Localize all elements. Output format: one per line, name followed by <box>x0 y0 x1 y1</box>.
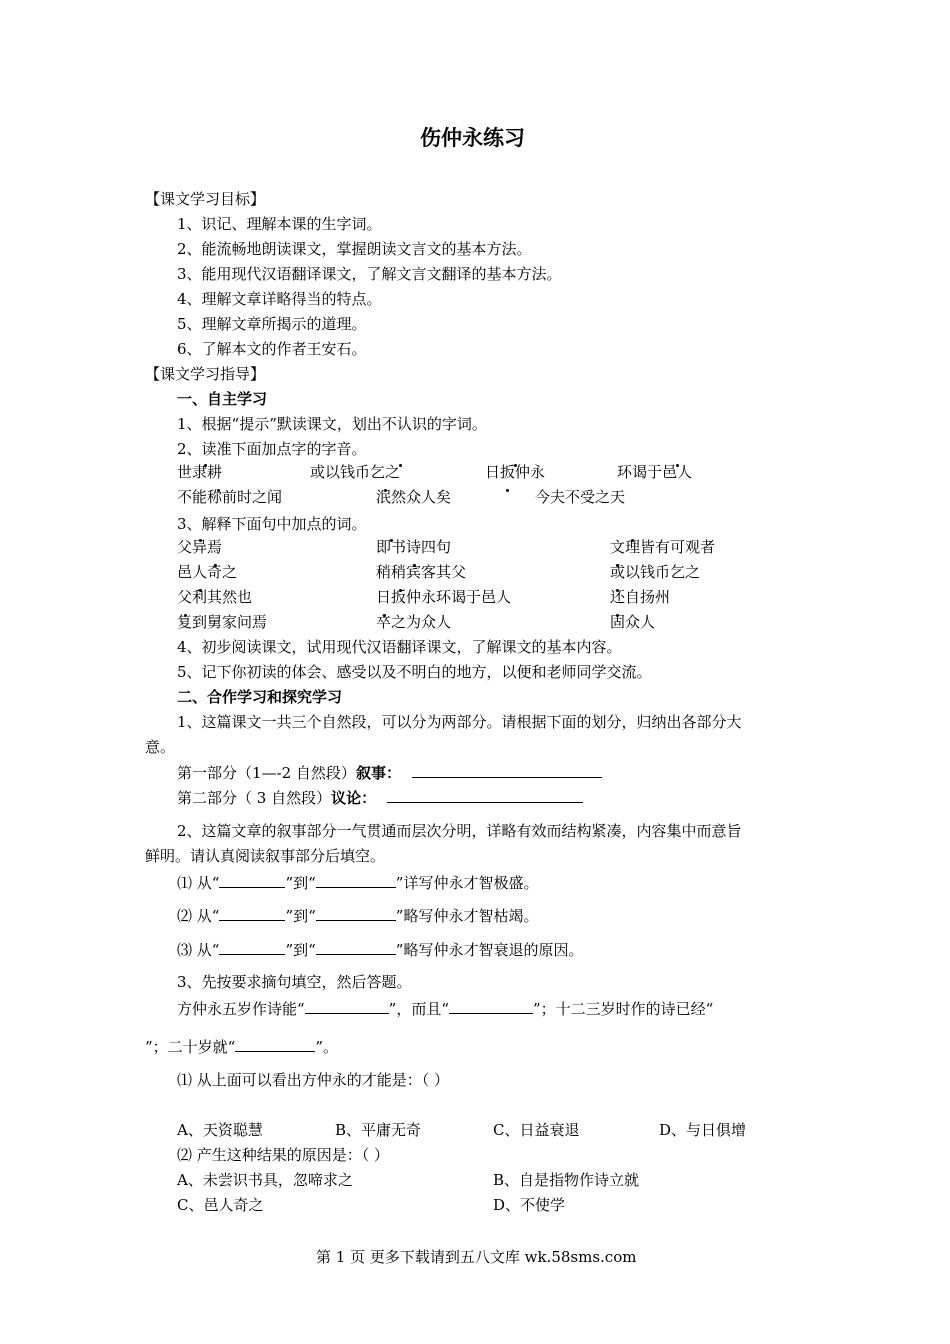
fill-text: 方仲永五岁作诗能“ <box>177 1000 305 1018</box>
word-item: 卒之为众人 <box>376 613 452 631</box>
word-item: 即书诗四句 <box>376 538 452 556</box>
part-two-label: 议论： <box>331 789 377 807</box>
fill-blank[interactable] <box>305 998 389 1014</box>
option-b[interactable]: B、平庸无奇 <box>335 1121 422 1139</box>
fill-blank[interactable] <box>235 1036 315 1052</box>
section-title-self-study: 一、自主学习 <box>177 390 268 408</box>
fill-text: ”略写仲永才智衰退的原因。 <box>395 941 584 959</box>
fill-blank[interactable] <box>316 939 396 955</box>
question-text: 鲜明。请认真阅读叙事部分后填空。 <box>145 847 386 865</box>
fill-text: ”详写仲永才智极盛。 <box>395 874 539 892</box>
fill-text: ”到“ <box>285 874 316 892</box>
fill-blank[interactable] <box>316 872 396 888</box>
part-one-line <box>177 762 602 783</box>
part-one-answer-blank[interactable] <box>412 762 602 778</box>
word-item: 父利其然也 <box>177 588 253 606</box>
option-c[interactable]: C、日益衰退 <box>493 1121 580 1139</box>
question-text: 4、初步阅读课文，试用现代汉语翻译课文，了解课文的基本内容。 <box>177 638 622 656</box>
word-item: 还自扬州 <box>610 588 671 606</box>
fill-text: ”略写仲永才智枯竭。 <box>395 907 539 925</box>
option-b[interactable]: B、自是指物作诗立就 <box>493 1171 640 1189</box>
fill-line-3 <box>177 939 583 960</box>
option-a[interactable]: A、未尝识书具，忽啼求之 <box>177 1171 353 1189</box>
part-two-answer-blank[interactable] <box>387 787 583 803</box>
question-text: 3、先按要求摘句填空，然后答题。 <box>177 973 412 991</box>
goal-item: 4、理解文章详略得当的特点。 <box>177 290 382 308</box>
question-text: 意。 <box>145 738 176 756</box>
fill-line-2 <box>177 905 538 926</box>
pronunciation-item: 泯然众人矣 <box>376 488 452 506</box>
goal-item: 3、能用现代汉语翻译课文，了解文言文翻译的基本方法。 <box>177 265 562 283</box>
section-title-cooperative: 二、合作学习和探究学习 <box>177 688 343 706</box>
question-text: 3、解释下面句中加点的词。 <box>177 515 367 533</box>
pronunciation-item: 或以钱币乞之 <box>310 463 401 481</box>
part-two-prefix: 第二部分（ 3 自然段） <box>177 789 332 807</box>
fill-text: ⑶ 从“ <box>177 941 220 959</box>
word-item: 邑人奇之 <box>177 563 238 581</box>
page-title: 伤仲永练习 <box>420 125 525 150</box>
word-item: 复到舅家问焉 <box>177 613 268 631</box>
word-item: 稍稍宾客其父 <box>376 563 467 581</box>
question-text: 1、这篇课文一共三个自然段，可以分为两部分。请根据下面的划分，归纳出各部分大 <box>177 713 742 731</box>
goal-item: 5、理解文章所揭示的道理。 <box>177 315 367 333</box>
word-item: 固众人 <box>610 613 656 631</box>
goal-item: 1、识记、理解本课的生字词。 <box>177 215 382 233</box>
word-item: 文理皆有可观者 <box>610 538 716 556</box>
word-item: 或以钱币乞之 <box>610 563 701 581</box>
goal-item: 2、能流畅地朗读课文，掌握朗读文言文的基本方法。 <box>177 240 532 258</box>
fill-blank[interactable] <box>219 872 285 888</box>
quote-fill-line-2 <box>145 1036 338 1057</box>
option-c[interactable]: C、邑人奇之 <box>177 1196 264 1214</box>
word-item: 父异焉 <box>177 538 223 556</box>
fill-text: ⑴ 从“ <box>177 874 220 892</box>
sub-question-2: ⑵ 产生这种结果的原因是：（ ） <box>177 1146 390 1164</box>
question-text: 5、记下你初读的体会、感受以及不明白的地方，以便和老师同学交流。 <box>177 663 652 681</box>
fill-line-1 <box>177 872 538 893</box>
part-one-label: 叙事： <box>355 764 401 782</box>
quote-fill-line-1 <box>177 998 713 1019</box>
page-footer: 第 1 页 更多下载请到五八文库 wk.58sms.com <box>316 1248 637 1266</box>
guide-heading: 【课文学习指导】 <box>145 365 266 383</box>
fill-text: ”；十二三岁时作的诗已经“ <box>533 1000 714 1018</box>
fill-blank[interactable] <box>219 905 285 921</box>
pronunciation-item: 日扳仲永 <box>485 463 546 481</box>
fill-text: ”到“ <box>285 907 316 925</box>
option-d[interactable]: D、不使学 <box>493 1196 566 1214</box>
pronunciation-item: 世隶耕 <box>177 463 223 481</box>
part-two-line <box>177 787 583 808</box>
option-a[interactable]: A、天资聪慧 <box>177 1121 263 1139</box>
sub-question-1: ⑴ 从上面可以看出方仲永的才能是：（ ） <box>177 1071 450 1089</box>
fill-blank[interactable] <box>219 939 285 955</box>
pronunciation-item: 今夫不受之天 <box>535 488 626 506</box>
fill-text: ”；二十岁就“ <box>145 1038 236 1056</box>
pronunciation-item: 不能称前时之闻 <box>177 488 283 506</box>
question-text: 2、读准下面加点字的字音。 <box>177 440 367 458</box>
fill-text: ”。 <box>315 1038 339 1056</box>
fill-text: ”到“ <box>285 941 316 959</box>
question-text: 1、根据“提示”默读课文，划出不认识的字词。 <box>177 415 487 433</box>
goals-heading: 【课文学习目标】 <box>145 190 266 208</box>
goal-item: 6、了解本文的作者王安石。 <box>177 340 367 358</box>
pronunciation-item: 环谒于邑人 <box>617 463 693 481</box>
option-d[interactable]: D、与日俱增 <box>659 1121 747 1139</box>
question-text: 2、这篇文章的叙事部分一气贯通而层次分明，详略有效而结构紧凑，内容集中而意旨 <box>177 822 742 840</box>
fill-blank[interactable] <box>449 998 533 1014</box>
fill-text: ”，而且“ <box>388 1000 450 1018</box>
fill-text: ⑵ 从“ <box>177 907 220 925</box>
part-one-prefix: 第一部分（1—-2 自然段） <box>177 764 356 782</box>
word-item: 日扳仲永环谒于邑人 <box>376 588 512 606</box>
fill-blank[interactable] <box>316 905 396 921</box>
